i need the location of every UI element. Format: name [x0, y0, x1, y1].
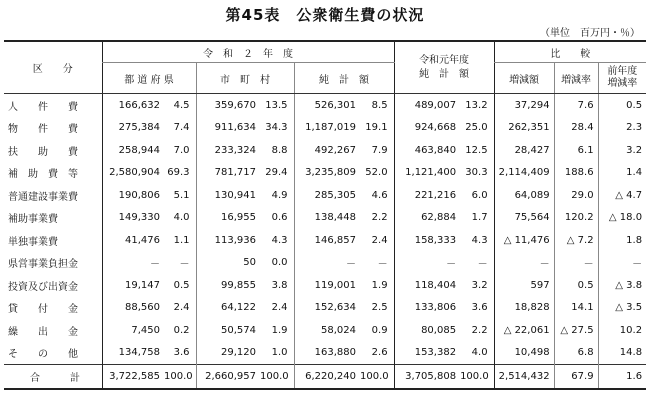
cell-municipal-pct: 1.0 [271, 347, 288, 359]
table-row [4, 229, 646, 252]
row-label: 補 助 費 等 [8, 169, 78, 181]
cell-municipal-pct: 100.0 [260, 365, 294, 390]
row-label: 繰 出 金 [8, 326, 78, 338]
cell-net-total: － [294, 252, 360, 275]
cell-net-total-pct: 19.1 [365, 122, 388, 134]
table-row [4, 274, 646, 297]
header-municipal: 市 町 村 [196, 63, 294, 94]
table-title: 第45表 公衆衛生費の状況 [225, 6, 425, 24]
cell-previous-year-pct: 25.0 [465, 122, 488, 134]
cell-change-amount: 28,427 [494, 139, 554, 162]
row-label: 貸 付 金 [8, 304, 78, 316]
cell-net-total-pct: 7.9 [371, 144, 388, 156]
cell-municipal-pct: 0.0 [271, 257, 288, 269]
header-current-year: 令 和 ２ 年 度 [102, 41, 394, 63]
cell-municipal-pct: 4.3 [271, 234, 288, 246]
cell-net-total-pct: 52.0 [365, 167, 388, 179]
cell-previous-year-pct: 30.3 [465, 167, 488, 179]
header-category: 区 分 [4, 41, 102, 94]
cell-net-total-pct: 2.6 [371, 347, 388, 359]
cell-previous-year: 153,382 [394, 342, 460, 365]
cell-net-total-pct: 1.9 [371, 279, 388, 291]
cell-net-total: 1,187,019 [294, 117, 360, 140]
row-label: 県営事業負担金 [8, 259, 78, 271]
cell-previous-year-pct: 100.0 [460, 365, 494, 390]
cell-net-total-pct: 2.4 [371, 234, 388, 246]
cell-prefecture-pct: 0.5 [173, 279, 190, 291]
table-row [4, 162, 646, 185]
table-row [4, 319, 646, 342]
header-change-amount: 増減額 [494, 63, 554, 94]
cell-municipal-pct: 1.9 [271, 324, 288, 336]
cell-change-amount: 64,089 [494, 184, 554, 207]
cell-prev-change-rate: 3.2 [598, 139, 646, 162]
cell-municipal: 130,941 [196, 184, 260, 207]
cell-municipal: 2,660,957 [196, 365, 260, 390]
cell-previous-year-pct: 4.3 [471, 234, 488, 246]
cell-prefecture: 19,147 [102, 274, 164, 297]
cell-previous-year-pct: 4.0 [471, 347, 488, 359]
cell-change-rate: 120.2 [554, 207, 598, 230]
total-row [4, 365, 646, 390]
cell-municipal-pct: 13.5 [265, 99, 288, 111]
cell-change-amount: 37,294 [494, 94, 554, 117]
cell-net-total-pct: 8.5 [371, 99, 388, 111]
cell-net-total-pct: 0.9 [371, 324, 388, 336]
cell-municipal-pct: 3.8 [271, 279, 288, 291]
cell-prefecture: － [102, 252, 164, 275]
row-label: 普通建設事業費 [8, 191, 78, 203]
cell-change-rate: 14.1 [554, 297, 598, 320]
row-label: 投資及び出資金 [8, 281, 78, 293]
cell-previous-year-pct: 1.7 [471, 212, 488, 224]
cell-previous-year-pct: 13.2 [465, 99, 488, 111]
cell-net-total: 58,024 [294, 319, 360, 342]
cell-municipal-pct: 29.4 [265, 167, 288, 179]
cell-prefecture-pct: 7.4 [173, 122, 190, 134]
cell-previous-year: － [394, 252, 460, 275]
cell-net-total: 163,880 [294, 342, 360, 365]
cell-prefecture: 190,806 [102, 184, 164, 207]
cell-previous-year: 62,884 [394, 207, 460, 230]
cell-municipal: 911,634 [196, 117, 260, 140]
cell-change-rate: 67.9 [554, 365, 598, 390]
cell-previous-year: 221,216 [394, 184, 460, 207]
unit-note: （単位 百万円・％） [540, 28, 640, 39]
cell-municipal: 50 [196, 252, 260, 275]
cell-net-total: 6,220,240 [294, 365, 360, 390]
cell-change-amount: － [494, 252, 554, 275]
header-change-rate: 増減率 [554, 63, 598, 94]
header-prev-change-rate-line1: 前年度 [607, 66, 638, 77]
cell-change-amount: 597 [494, 274, 554, 297]
cell-net-total: 152,634 [294, 297, 360, 320]
cell-municipal: 64,122 [196, 297, 260, 320]
row-label: 扶 助 費 [8, 146, 78, 158]
cell-change-rate: 6.1 [554, 139, 598, 162]
cell-previous-year-pct: － [477, 259, 488, 271]
header-previous-year [394, 41, 494, 94]
cell-prev-change-rate: 10.2 [598, 319, 646, 342]
cell-net-total: 119,001 [294, 274, 360, 297]
cell-prefecture-pct: 4.0 [173, 212, 190, 224]
cell-prefecture-pct: 1.1 [173, 234, 190, 246]
header-previous-year-line1: 令和元年度 [419, 54, 470, 66]
row-label: そ の 他 [8, 349, 78, 361]
cell-change-amount: 2,114,409 [494, 162, 554, 185]
cell-prev-change-rate: △ 18.0 [598, 207, 646, 230]
cell-prev-change-rate: － [598, 252, 646, 275]
cell-change-amount: △ 11,476 [494, 229, 554, 252]
cell-previous-year: 80,085 [394, 319, 460, 342]
cell-net-total-pct: 2.2 [371, 212, 388, 224]
cell-prefecture: 41,476 [102, 229, 164, 252]
cell-change-amount: 75,564 [494, 207, 554, 230]
cell-prefecture: 88,560 [102, 297, 164, 320]
cell-prefecture-pct: 7.0 [173, 144, 190, 156]
cell-net-total: 492,267 [294, 139, 360, 162]
table-row [4, 342, 646, 365]
cell-change-rate: 6.8 [554, 342, 598, 365]
cell-prefecture: 3,722,585 [102, 365, 164, 390]
cell-municipal: 359,670 [196, 94, 260, 117]
cell-prefecture-pct: － [179, 259, 190, 271]
cell-net-total: 146,857 [294, 229, 360, 252]
row-label: 単独事業費 [8, 236, 58, 248]
cell-previous-year: 1,121,400 [394, 162, 460, 185]
cell-prev-change-rate: 14.8 [598, 342, 646, 365]
cell-prefecture-pct: 4.5 [173, 99, 190, 111]
cell-prefecture: 166,632 [102, 94, 164, 117]
cell-prefecture-pct: 2.4 [173, 302, 190, 314]
cell-prefecture-pct: 69.3 [167, 167, 190, 179]
cell-municipal: 781,717 [196, 162, 260, 185]
row-label: 合 計 [4, 365, 102, 390]
cell-change-amount: △ 22,061 [494, 319, 554, 342]
cell-net-total: 138,448 [294, 207, 360, 230]
cell-municipal: 50,574 [196, 319, 260, 342]
table-body [4, 94, 646, 390]
cell-prefecture-pct: 5.1 [173, 189, 190, 201]
cell-previous-year-pct: 3.2 [471, 279, 488, 291]
row-label: 人 件 費 [8, 101, 78, 113]
cell-municipal: 233,324 [196, 139, 260, 162]
cell-previous-year: 3,705,808 [394, 365, 460, 390]
cell-municipal-pct: 4.9 [271, 189, 288, 201]
cell-prev-change-rate: 2.3 [598, 117, 646, 140]
cell-prefecture: 2,580,904 [102, 162, 164, 185]
table-row [4, 139, 646, 162]
cell-previous-year: 924,668 [394, 117, 460, 140]
cell-previous-year-pct: 6.0 [471, 189, 488, 201]
cell-previous-year: 489,007 [394, 94, 460, 117]
public-health-expenditure-table [4, 40, 646, 390]
cell-change-amount: 262,351 [494, 117, 554, 140]
cell-change-amount: 2,514,432 [494, 365, 554, 390]
header-previous-year-line2: 純 計 額 [419, 68, 470, 80]
cell-net-total: 526,301 [294, 94, 360, 117]
table-row [4, 94, 646, 117]
table-row [4, 207, 646, 230]
cell-prev-change-rate: 1.4 [598, 162, 646, 185]
cell-prev-change-rate: 1.6 [598, 365, 646, 390]
cell-previous-year-pct: 2.2 [471, 324, 488, 336]
cell-municipal-pct: 0.6 [271, 212, 288, 224]
cell-prefecture: 134,758 [102, 342, 164, 365]
cell-municipal: 16,955 [196, 207, 260, 230]
cell-prev-change-rate: 1.8 [598, 229, 646, 252]
cell-municipal: 29,120 [196, 342, 260, 365]
cell-net-total: 3,235,809 [294, 162, 360, 185]
cell-previous-year: 463,840 [394, 139, 460, 162]
cell-prev-change-rate: 0.5 [598, 94, 646, 117]
cell-municipal-pct: 2.4 [271, 302, 288, 314]
header-prefecture: 都 道 府 県 [102, 63, 196, 94]
cell-previous-year-pct: 3.6 [471, 302, 488, 314]
cell-change-rate: 28.4 [554, 117, 598, 140]
cell-prefecture: 275,384 [102, 117, 164, 140]
cell-prefecture: 7,450 [102, 319, 164, 342]
cell-change-rate: 7.6 [554, 94, 598, 117]
cell-change-rate: 29.0 [554, 184, 598, 207]
cell-net-total-pct: － [377, 259, 388, 271]
cell-change-amount: 10,498 [494, 342, 554, 365]
cell-net-total-pct: 4.6 [371, 189, 388, 201]
header-prev-change-rate-line2: 増減率 [607, 78, 638, 89]
cell-previous-year-pct: 12.5 [465, 144, 488, 156]
cell-municipal-pct: 8.8 [271, 144, 288, 156]
cell-change-rate: △ 27.5 [554, 319, 598, 342]
cell-net-total-pct: 2.5 [371, 302, 388, 314]
cell-change-rate: － [554, 252, 598, 275]
cell-previous-year: 133,806 [394, 297, 460, 320]
cell-prev-change-rate: △ 3.8 [598, 274, 646, 297]
header-prev-change-rate [598, 63, 646, 94]
cell-municipal: 99,855 [196, 274, 260, 297]
cell-municipal: 113,936 [196, 229, 260, 252]
cell-change-rate: △ 7.2 [554, 229, 598, 252]
table-row [4, 184, 646, 207]
table-row [4, 252, 646, 275]
cell-prefecture-pct: 100.0 [164, 365, 196, 390]
header-net-total: 純 計 額 [294, 63, 394, 94]
cell-change-amount: 18,828 [494, 297, 554, 320]
cell-previous-year: 158,333 [394, 229, 460, 252]
cell-change-rate: 188.6 [554, 162, 598, 185]
header-comparison: 比 較 [494, 41, 646, 63]
cell-change-rate: 0.5 [554, 274, 598, 297]
row-label: 物 件 費 [8, 124, 78, 136]
cell-prev-change-rate: △ 3.5 [598, 297, 646, 320]
cell-previous-year: 118,404 [394, 274, 460, 297]
table-row [4, 297, 646, 320]
header-row-1 [4, 41, 646, 63]
cell-net-total: 285,305 [294, 184, 360, 207]
row-label: 補助事業費 [8, 214, 58, 226]
table-row [4, 117, 646, 140]
cell-municipal-pct: 34.3 [265, 122, 288, 134]
cell-prefecture: 149,330 [102, 207, 164, 230]
cell-prefecture-pct: 0.2 [173, 324, 190, 336]
cell-prev-change-rate: △ 4.7 [598, 184, 646, 207]
cell-net-total-pct: 100.0 [360, 365, 394, 390]
cell-prefecture: 258,944 [102, 139, 164, 162]
cell-prefecture-pct: 3.6 [173, 347, 190, 359]
